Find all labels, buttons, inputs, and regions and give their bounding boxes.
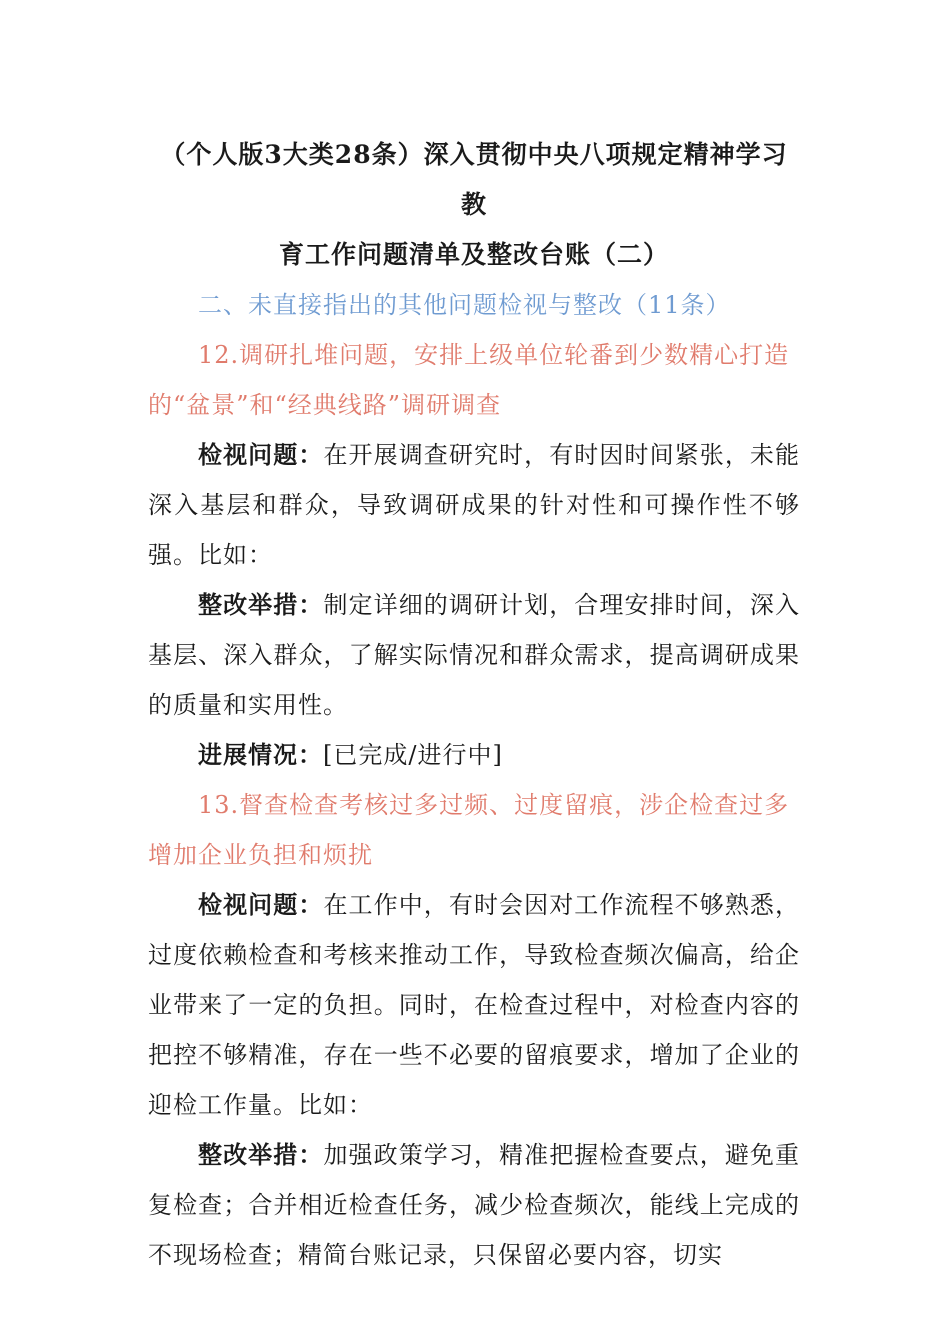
item-13-measure xyxy=(148,1130,800,1280)
progress-label: 进展情况： xyxy=(198,740,323,769)
item-12-measure xyxy=(148,580,800,730)
measure-label: 整改举措： xyxy=(198,590,324,619)
problem-label: 检视问题： xyxy=(198,890,324,919)
item-12-problem xyxy=(148,430,800,580)
item-13-title: 13.督查检查考核过多过频、过度留痕，涉企检查过多增加企业负担和烦扰 xyxy=(148,791,790,869)
title-line-2: 育工作问题清单及整改台账（二） xyxy=(278,240,669,269)
section-heading: 二、未直接指出的其他问题检视与整改（11条） xyxy=(198,291,731,319)
item-13-problem xyxy=(148,880,800,1130)
problem-text: 在开展调查研究时，有时因时间紧张，未能深入基层和群众，导致调研成果的针对性和可操作性不够强。比如： xyxy=(148,441,801,569)
document-title xyxy=(148,130,800,280)
problem-label: 检视问题： xyxy=(198,440,324,469)
item-12-title: 12.调研扎堆问题，安排上级单位轮番到少数精心打造的“盆景”和“经典线路”调研调查 xyxy=(148,341,790,419)
measure-label: 整改举措： xyxy=(198,1140,324,1169)
item-12-progress xyxy=(148,730,800,780)
title-line-1: （个人版3大类28条）深入贯彻中央八项规定精神学习教 xyxy=(160,140,788,219)
measure-text: 加强政策学习，精准把握检查要点，避免重复检查；合并相近检查任务，减少检查频次，能线上完成的不现场检查；精简台账记录，只保留必要内容，切实 xyxy=(148,1141,801,1269)
measure-text: 制定详细的调研计划，合理安排时间，深入基层、深入群众，了解实际情况和群众需求，提高调研成果的质量和实用性。 xyxy=(148,591,801,719)
progress-text: [已完成/进行中] xyxy=(323,741,503,769)
problem-text: 在工作中，有时会因对工作流程不够熟悉，过度依赖检查和考核来推动工作，导致检查频次偏高，给企业带来了一定的负担。同时，在检查过程中，对检查内容的把控不够精准，存在一些不必要的留痕要求，增加了企业的迎检工作量。比如： xyxy=(148,891,801,1119)
